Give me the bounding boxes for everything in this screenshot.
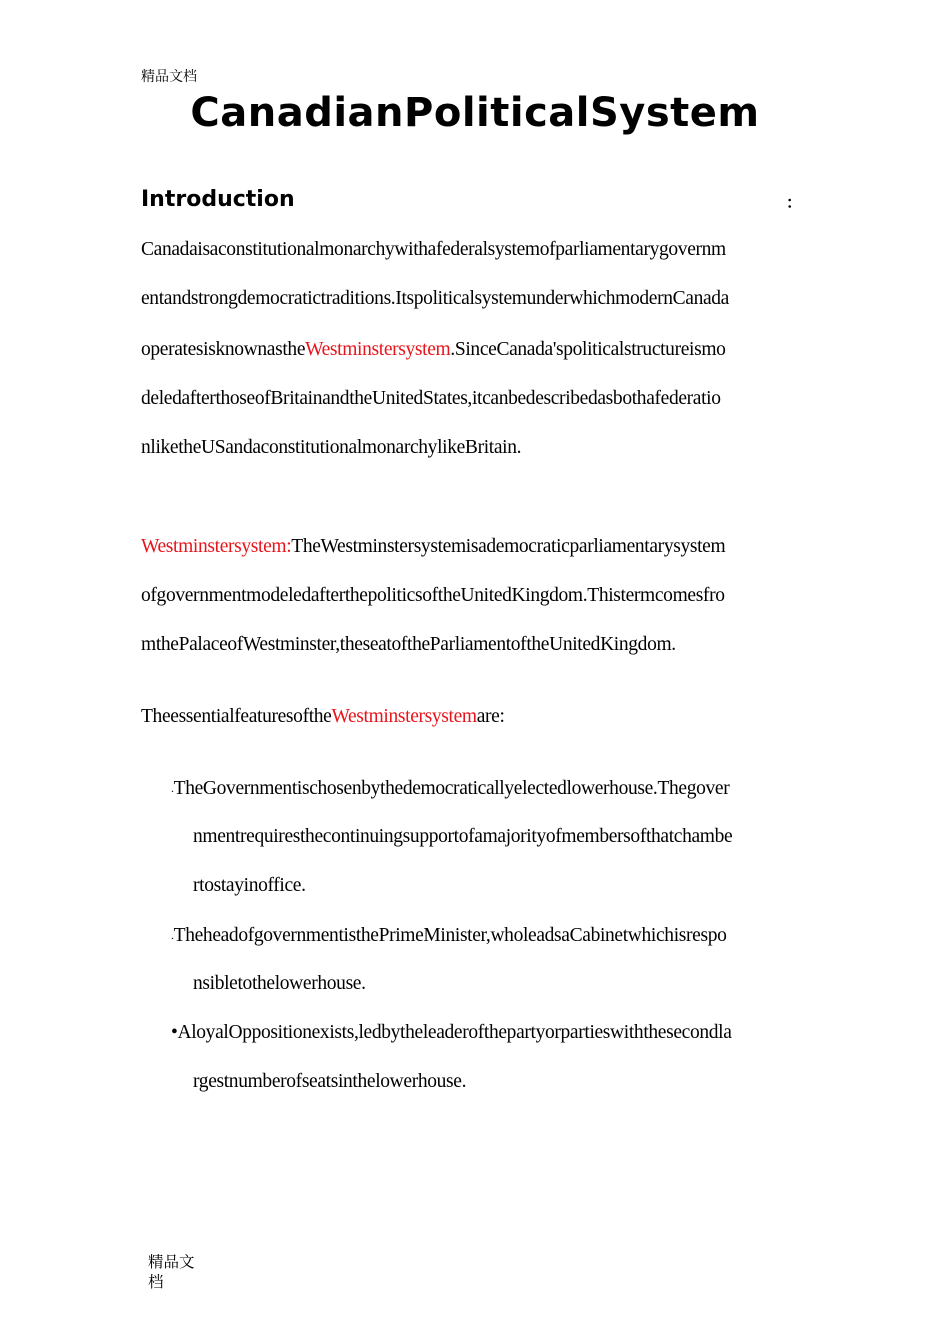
list-item-continuation: nsibletothelowerhouse. — [193, 973, 366, 994]
text-run: TheWestminstersystemisademocraticparliamentarysystem — [291, 536, 726, 557]
paragraph-line: nliketheUSandaconstitutionalmonarchylikeBritain. — [141, 437, 522, 458]
page-header-label: 精品文档 — [141, 69, 197, 85]
bullet-marker: . — [171, 781, 174, 795]
text-run: AloyalOppositionexists,ledbytheleaderofthepartyorpartieswiththesecondla — [177, 1022, 732, 1043]
list-item-continuation: rgestnumberofseatsinthelowerhouse. — [193, 1071, 467, 1092]
paragraph-line: deledafterthoseofBritainandtheUnitedStates,itcanbedescribedasbothafederatio — [141, 388, 721, 409]
text-run: TheheadofgovernmentisthePrimeMinister,wholeadsaCabinetwhichisrespo — [173, 925, 727, 946]
highlight-term: Westminstersystem — [331, 706, 477, 727]
list-item — [171, 773, 729, 803]
bullet-marker: • — [171, 1022, 178, 1043]
section-heading-introduction: Introduction — [141, 187, 295, 212]
paragraph-line: entandstrongdemocratictraditions.ItspoliticalsystemunderwhichmodernCanada — [141, 288, 729, 309]
heading-colon: ： — [786, 193, 803, 212]
paragraph-line: Canadaisaconstitutionalmonarchywithafederalsystemofparliamentarygovernm — [141, 239, 726, 260]
paragraph-line — [141, 335, 726, 365]
text-run: .SinceCanada'spoliticalstructureismo — [450, 339, 726, 360]
paragraph-line — [141, 702, 505, 732]
text-run: are: — [476, 706, 505, 727]
document-title: CanadianPoliticalSystem — [190, 90, 760, 136]
highlight-term: Westminstersystem — [305, 339, 451, 360]
page-footer-label: 精品文档 — [148, 1253, 195, 1291]
bullet-marker: . — [171, 928, 174, 942]
paragraph-line: ofgovernmentmodeledafterthepoliticsoftheUnitedKingdom.Thistermcomesfro — [141, 585, 725, 606]
list-item-continuation: rtostayinoffice. — [193, 875, 306, 896]
highlight-term: Westminstersystem: — [141, 536, 292, 557]
list-item — [171, 920, 727, 950]
list-item-continuation: nmentrequiresthecontinuingsupportofamajorityofmembersofthatchambe — [193, 826, 733, 847]
list-item — [171, 1018, 732, 1048]
text-run: Theessentialfeaturesofthe — [141, 706, 332, 727]
text-run: operatesisknownasthe — [141, 339, 306, 360]
paragraph-line — [141, 532, 725, 562]
text-run: TheGovernmentischosenbythedemocraticallyelectedlowerhouse.Thegover — [173, 778, 730, 799]
paragraph-line: mthePalaceofWestminster,theseatoftheParliamentoftheUnitedKingdom. — [141, 634, 676, 655]
